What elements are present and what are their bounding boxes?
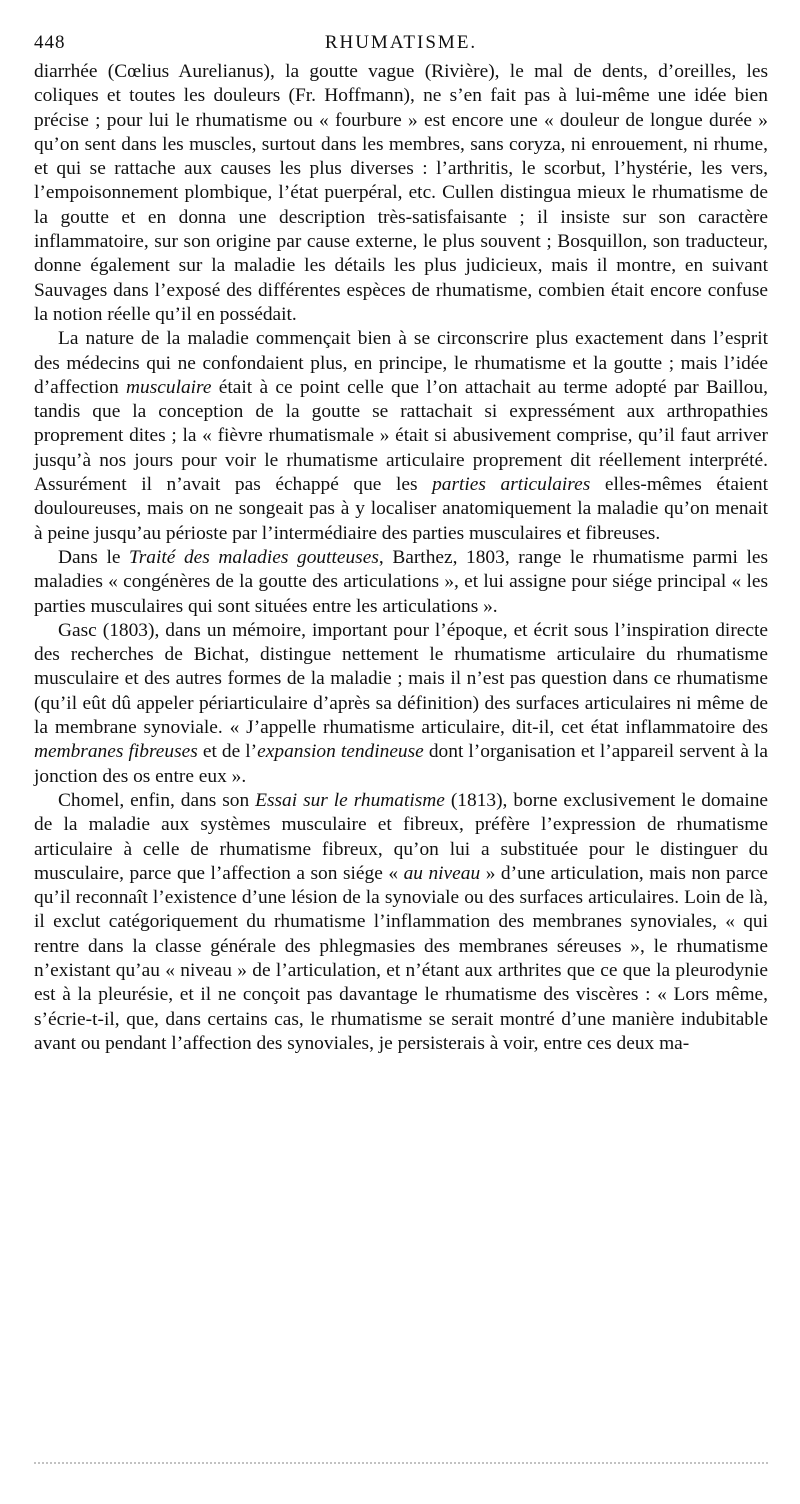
italic-text: Essai sur le rhumatisme <box>255 789 445 811</box>
italic-text: membranes fibreuses <box>34 741 198 763</box>
paragraph <box>34 546 768 619</box>
text-run: (1813), borne exclusivement le domaine de la maladie aux systèmes musculaire et fibreux, préfère l’expression de rhumatisme articulaire à celle de rhumatisme fibreux, qu’on lui a substituée pour le distinguer du musculaire, parce que l’affection a son siége « <box>34 789 768 884</box>
italic-text: expansion tendineuse <box>257 741 424 763</box>
italic-text: parties articulaires <box>432 474 591 496</box>
text-run: La nature de la maladie commençait bien à se circonscrire plus exactement dans l’esprit des médecins qui ne confondaient plus, en principe, le rhumatisme et la goutte ; mais l’idée d’affection <box>34 328 768 398</box>
page-number: 448 <box>34 32 66 53</box>
paragraph <box>34 60 768 327</box>
text-run: était à ce point celle que l’on attachait au terme adopté par Baillou, tandis que la conception de la goutte se rattachait si expressément aux arthropathies proprement dites ; la « fièvre rhumatismale » était si abusivement comprise, qu’il faut arriver jusqu’à nos jours pour voir le rhumatisme articulaire proprement dit réellement interprété. Assurément il n’avait pas échappé que les <box>34 376 768 496</box>
italic-text: musculaire <box>126 376 212 398</box>
text-run: et de l’ <box>197 741 258 763</box>
paragraph <box>34 619 768 789</box>
paragraph <box>34 789 768 1056</box>
body-text <box>34 60 768 1056</box>
italic-text: Traité des maladies goutteuses <box>129 546 379 568</box>
text-run: elles-mêmes étaient douloureuses, mais on ne songeait pas à y localiser anatomiquement la maladie qu’on menait à peine jusqu’au périoste par l’intermédiaire des parties musculaires et fibreuses. <box>34 474 768 544</box>
text-run: , Barthez, 1803, range le rhumatisme parmi les maladies « congénères de la goutte des articulations », et lui assigne pour siége principal « les parties musculaires qui sont situées entre les articulations ». <box>34 546 769 617</box>
running-title: RHUMATISME. <box>324 32 478 53</box>
text-run: » d’une articulation, mais non parce qu’il reconnaît l’existence d’une lésion de la synoviale ou des surfaces articulaires. Loin de là, il exclut catégoriquement du rhumatisme l’inflammation des membranes synoviales, « qui rentre dans la classe générale des phlegmasies des membranes séreuses », le rhumatisme n’existant qu’au « niveau » de l’articulation, et n’étant aux arthrites que ce que la pleurodynie est à la pleurésie, et il ne conçoit pas davantage le rhumatisme des viscères : « Lors même, s’écrie-t-il, que, dans certains cas, le rhumatisme se serait montré d’une manière indubitable avant ou pendant l’affection des synoviales, je persisterais à voir, entre ces deux ma- <box>34 862 768 1054</box>
text-run: Gasc (1803), dans un mémoire, important pour l’époque, et écrit sous l’inspiration directe des recherches de Bichat, distingue nettement le rhumatisme articulaire du rhumatisme musculaire et des autres formes de la maladie ; mais il n’est pas question dans ce rhumatisme (qu’il eût dû appeler périarticulaire d’après sa définition) des surfaces articulaires ni même de la membrane synoviale. « J’appelle rhumatisme articulaire, dit-il, cet état inflammatoire des <box>34 619 768 739</box>
bottom-page-marks <box>34 1462 768 1470</box>
paragraph <box>34 327 768 546</box>
italic-text: au niveau <box>403 862 481 884</box>
text-run: diarrhée (Cœlius Aurelianus), la goutte vague (Rivière), le mal de dents, d’oreilles, les coliques et toutes les douleurs (Fr. Hoffmann), ne s’en fait pas à lui-même une idée bien précise ; pour lui le rhumatisme ou « fourbure » est encore une « douleur de longue durée » qu’on sent dans les muscles, surtout dans les membres, sans coryza, ni enrouement, ni rhume, et qui se rattache aux causes les plus diverses : l’arthritis, le scorbut, l’hystérie, les vers, l’empoisonnement plombique, l’état puerpéral, etc. Cullen distingua mieux le rhumatisme de la goutte et en donna une description très-satisfaisante ; il insiste sur son caractère inflammatoire, sur son origine par cause externe, le plus souvent ; Bosquillon, son traducteur, donne également sur la maladie les détails les plus judicieux, mais il montre, en suivant Sauvages dans l’exposé des différentes espèces de rhumatisme, combien était encore confuse la notion réelle qu’il en possédait. <box>34 61 768 325</box>
text-run: Dans le <box>58 546 130 568</box>
page-header <box>34 30 768 60</box>
text-run: Chomel, enfin, dans son <box>58 789 256 811</box>
text-run: dont l’organisation et l’appareil servent à la jonction des os entre eux ». <box>34 741 768 787</box>
